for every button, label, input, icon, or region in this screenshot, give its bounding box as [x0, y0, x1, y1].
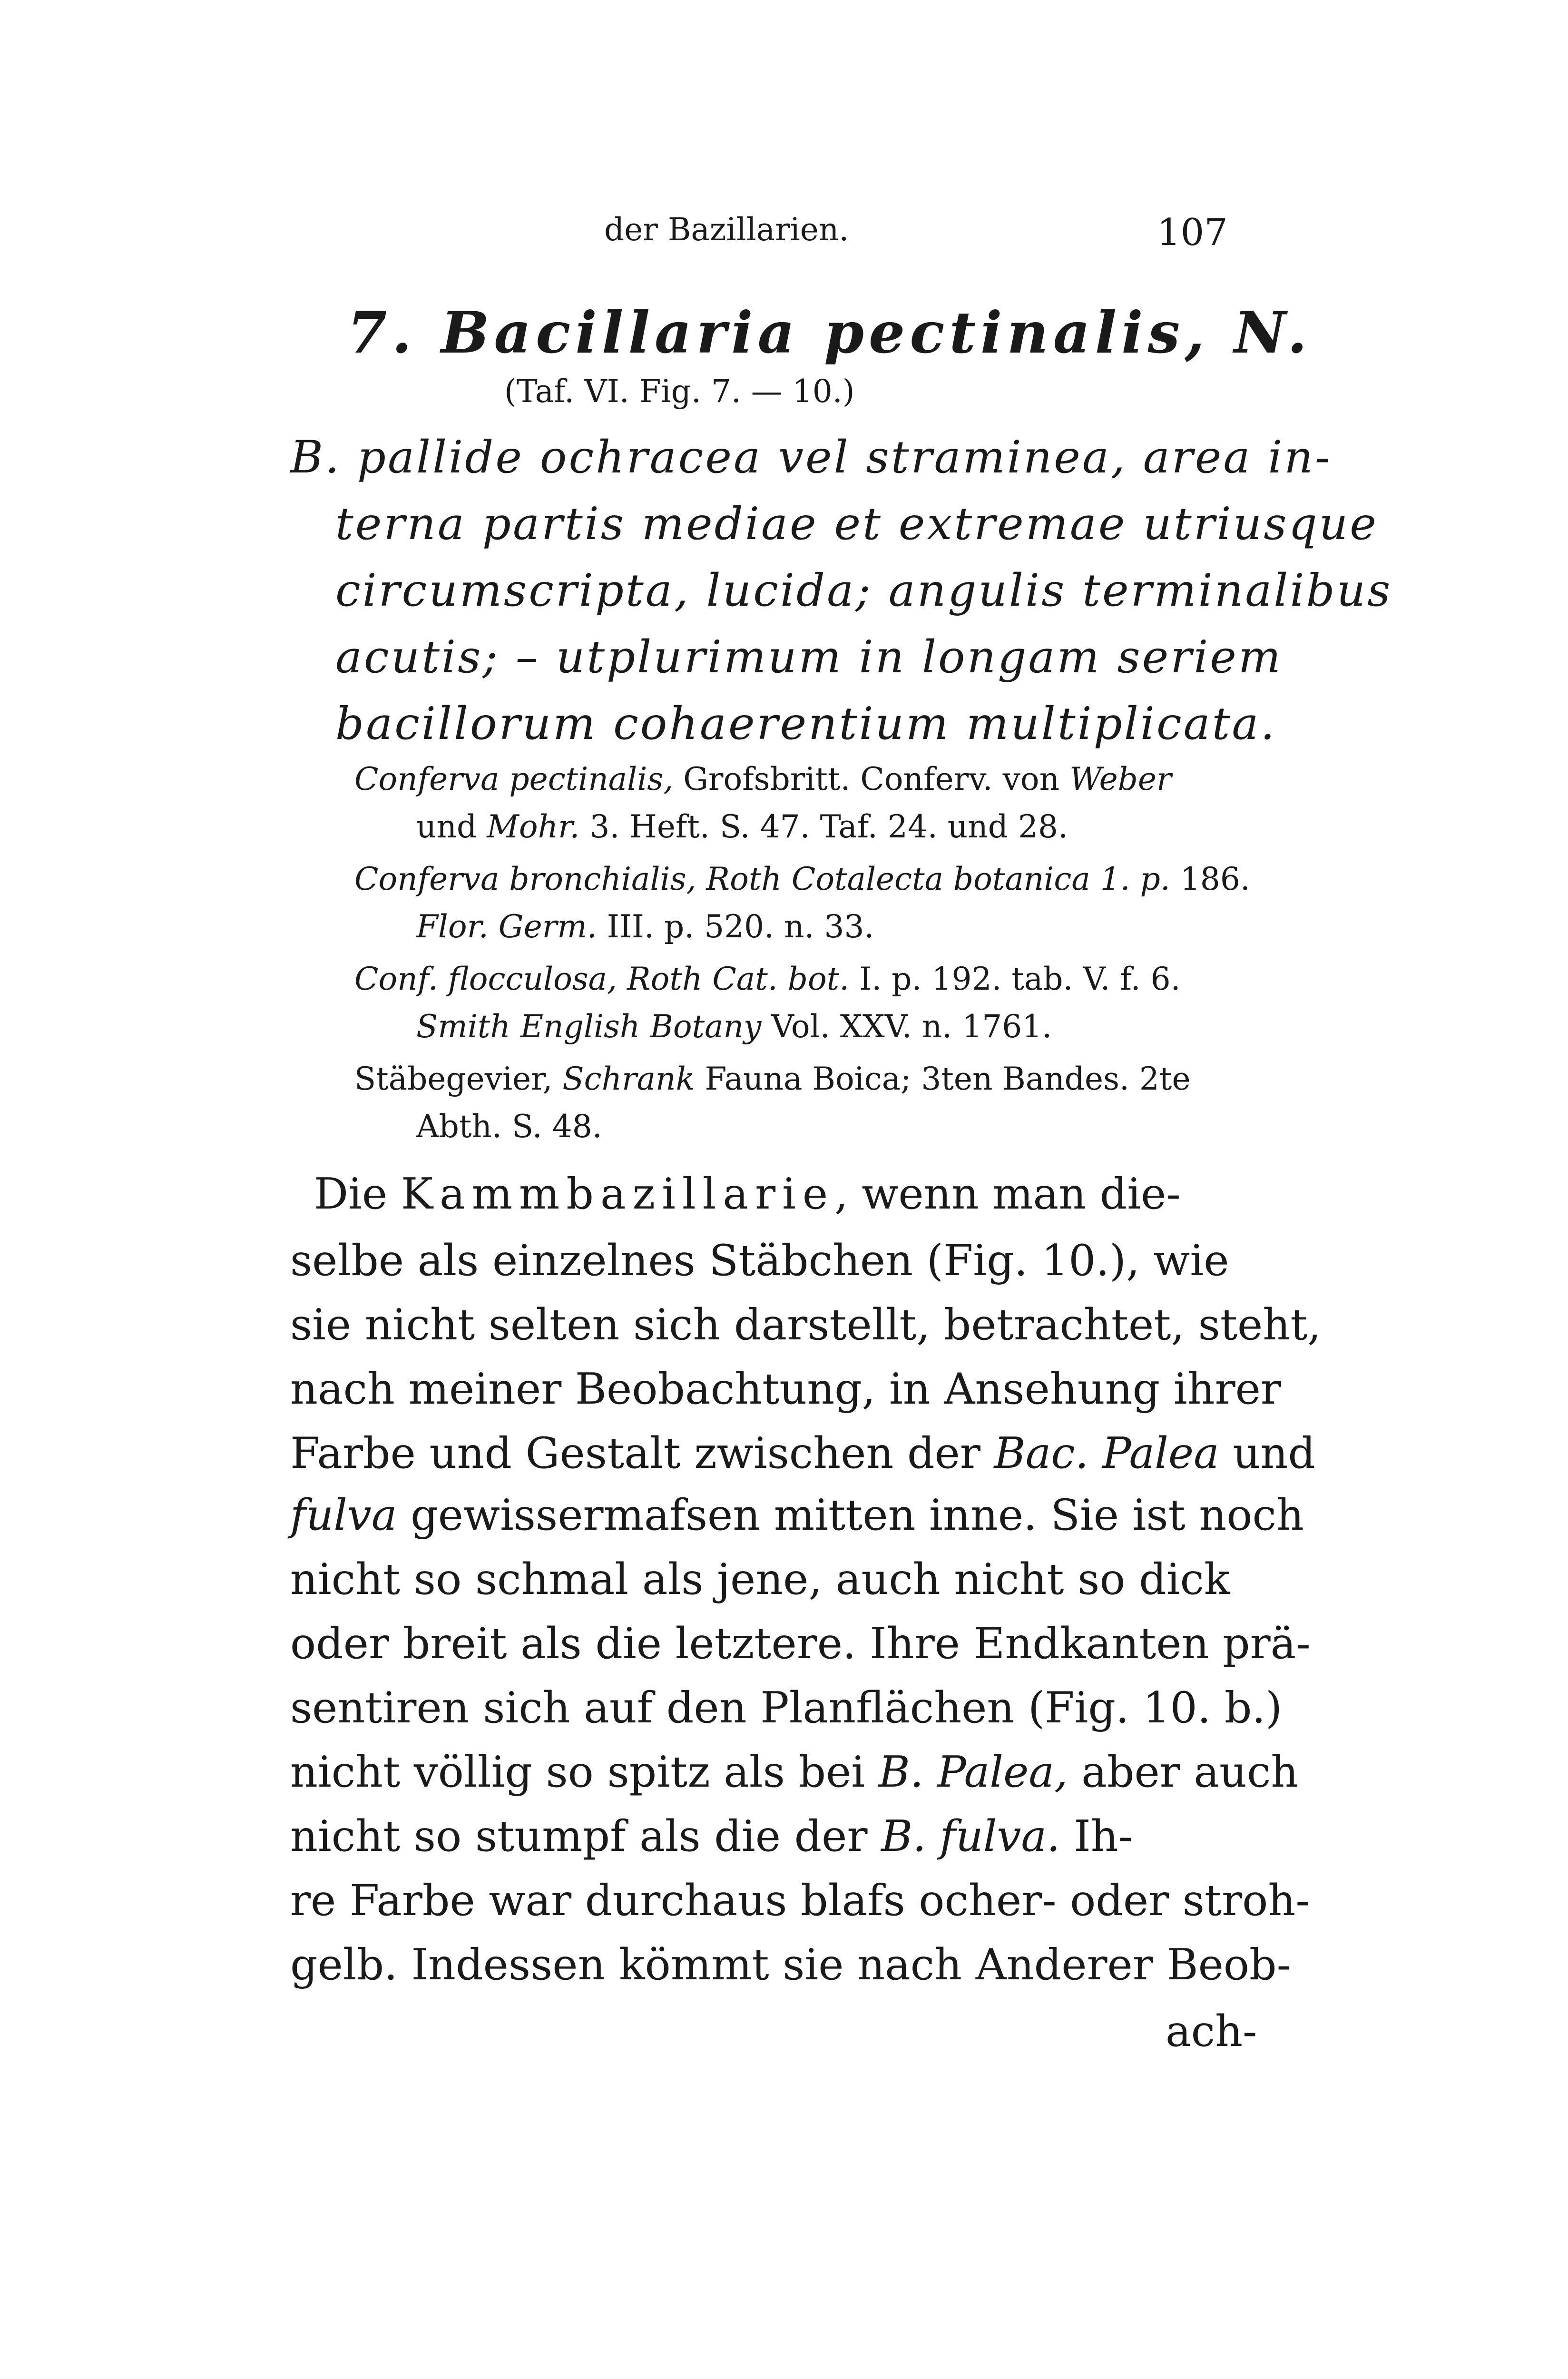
synonym-2: [354, 861, 1250, 897]
synonym-3: [354, 963, 1181, 995]
synonym-text: Grofsbritt. Conferv. von: [673, 761, 1070, 797]
description-line-4: acutis; – utplurimum in longam seriem: [335, 631, 1283, 683]
synonym-text: Fauna Boica; 3ten Bandes. 2te: [695, 1061, 1191, 1097]
body-text: aber auch: [1068, 1747, 1299, 1797]
synonym-1-cont: [416, 808, 1068, 845]
taxon-name: B. fulva.: [881, 1811, 1060, 1861]
body-line-13: gelb. Indessen kömmt sie nach Anderer Beob-: [290, 1940, 1292, 1990]
description-line-3: circumscripta, lucida; angulis terminalibus: [335, 565, 1392, 617]
description-line-1: B. pallide ochracea vel straminea, area in-: [290, 432, 1332, 483]
body-line-7: nicht so schmal als jene, auch nicht so dick: [290, 1554, 1230, 1604]
body-text: nicht völlig so spitz als bei: [290, 1747, 879, 1797]
synonym-1: [354, 761, 1172, 797]
body-line-2: selbe als einzelnes Stäbchen (Fig. 10.), wie: [290, 1236, 1229, 1286]
body-text: Die: [314, 1169, 401, 1219]
synonym-3-cont: [416, 1008, 1052, 1045]
synonym-author: Schrank: [562, 1061, 695, 1097]
figure-reference: (Taf. VI. Fig. 7. — 10.): [504, 373, 855, 410]
catchword: ach-: [1166, 2006, 1257, 2056]
synonym-name: Conferva bronchialis, Roth Cotalecta botanica 1. p.: [354, 861, 1170, 897]
body-line-1: [314, 1169, 1181, 1219]
body-text: nicht so stumpf als die der: [290, 1811, 882, 1861]
body-line-12: re Farbe war durchaus blafs ocher- oder stroh-: [290, 1876, 1310, 1926]
synonym-text: Vol. XXV. n. 1761.: [761, 1008, 1052, 1045]
synonym-name: Flor. Germ.: [416, 908, 597, 945]
running-title: der Bazillarien.: [604, 211, 849, 248]
body-text: gewissermafsen mitten inne. Sie ist noch: [397, 1490, 1304, 1540]
species-common-name: Kammbazillarie: [401, 1169, 835, 1219]
synonym-name: Conferva pectinalis,: [354, 761, 674, 797]
synonym-4: [354, 1063, 1191, 1095]
body-line-5: [290, 1428, 1315, 1478]
body-line-4: nach meiner Beobachtung, in Ansehung ihrer: [290, 1364, 1281, 1414]
body-line-6: [290, 1490, 1304, 1540]
taxon-name: B. Palea,: [878, 1747, 1068, 1797]
synonym-4-cont: Abth. S. 48.: [416, 1108, 602, 1145]
body-line-3: sie nicht selten sich darstellt, betrachtet, steht,: [290, 1300, 1322, 1350]
synonym-text: Stäbegevier,: [354, 1061, 563, 1097]
synonym-text: I. p. 192. tab. V. f. 6.: [849, 961, 1181, 997]
synonym-text: und: [416, 808, 487, 845]
synonym-text: 3. Heft. S. 47. Taf. 24. und 28.: [579, 808, 1068, 845]
species-title: 7. Bacillaria pectinalis, N.: [347, 299, 1312, 366]
taxon-name: fulva: [290, 1490, 397, 1540]
body-line-9: sentiren sich auf den Planflächen (Fig. 10. b.): [290, 1683, 1283, 1733]
synonym-author: Weber: [1069, 761, 1172, 797]
description-line-2: terna partis mediae et extremae utriusque: [335, 498, 1378, 550]
synonym-author: Mohr.: [487, 808, 580, 845]
synonym-text: III. p. 520. n. 33.: [597, 908, 874, 945]
body-text: , wenn man die-: [834, 1169, 1181, 1219]
body-line-8: oder breit als die letztere. Ihre Endkanten prä-: [290, 1619, 1311, 1669]
page-number: 107: [1157, 211, 1228, 254]
body-text: Farbe und Gestalt zwischen der: [290, 1428, 994, 1478]
description-line-5: bacillorum cohaerentium multiplicata.: [335, 698, 1277, 750]
taxon-name: Bac. Palea: [994, 1428, 1219, 1478]
body-text: und: [1219, 1428, 1315, 1478]
synonym-text: 186.: [1170, 861, 1250, 897]
body-text: Ih-: [1060, 1811, 1133, 1861]
synonym-name: Smith English Botany: [416, 1008, 762, 1045]
body-line-11: [290, 1811, 1133, 1861]
synonym-name: Conf. flocculosa, Roth Cat. bot.: [354, 961, 850, 997]
body-line-10: [290, 1747, 1299, 1797]
synonym-2-cont: [416, 908, 874, 945]
